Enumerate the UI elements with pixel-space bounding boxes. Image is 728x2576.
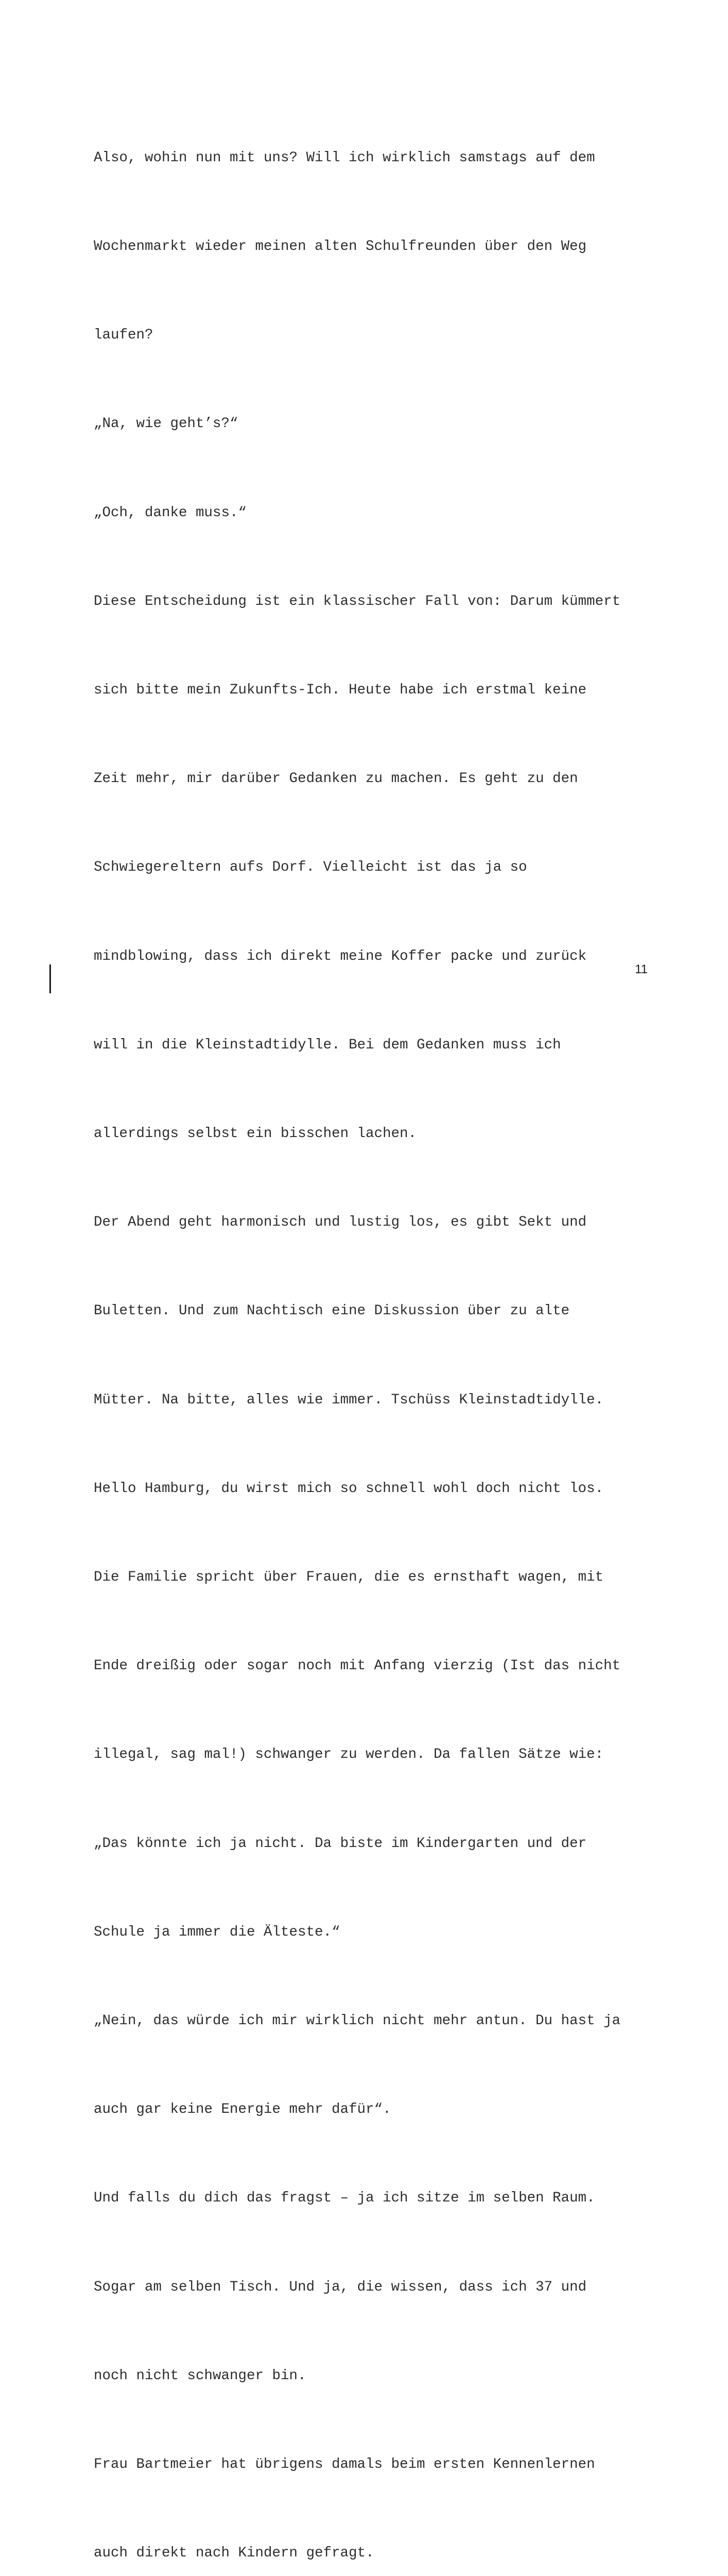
- text-line: Diese Entscheidung ist ein klassischer Fall von: Darum kümmert: [94, 593, 621, 609]
- text-line: auch gar keine Energie mehr dafür“.: [94, 2102, 391, 2118]
- text-line: allerdings selbst ein bisschen lachen.: [94, 1126, 417, 1142]
- page-number: 11: [635, 962, 648, 976]
- text-line: Mütter. Na bitte, alles wie immer. Tschüss Kleinstadtidylle.: [94, 1392, 604, 1408]
- text-line: Schwiegereltern aufs Dorf. Vielleicht ist das ja so: [94, 859, 527, 876]
- text-line: sich bitte mein Zukunfts-Ich. Heute habe ich erstmal keine: [94, 682, 587, 699]
- text-line: will in die Kleinstadtidylle. Bei dem Gedanken muss ich: [94, 1037, 561, 1053]
- text-line: Frau Bartmeier hat übrigens damals beim ersten Kennenlernen: [94, 2456, 595, 2473]
- text-line: Schule ja immer die Älteste.“: [94, 1924, 340, 1940]
- text-line: Der Abend geht harmonisch und lustig los, es gibt Sekt und: [94, 1214, 587, 1231]
- text-line: laufen?: [94, 327, 153, 344]
- change-bar: [49, 964, 51, 993]
- text-line: Hello Hamburg, du wirst mich so schnell wohl doch nicht los.: [94, 1480, 604, 1497]
- text-line: „Na, wie geht’s?“: [94, 416, 238, 432]
- text-line: auch direkt nach Kindern gefragt.: [94, 2545, 374, 2562]
- text-line: Also, wohin nun mit uns? Will ich wirklich samstags auf dem: [94, 149, 595, 166]
- text-line: mindblowing, dass ich direkt meine Koffer packe und zurück: [94, 948, 587, 964]
- text-line: illegal, sag mal!) schwanger zu werden. Da fallen Sätze wie:: [94, 1747, 604, 1763]
- text-line: „Nein, das würde ich mir wirklich nicht mehr antun. Du hast ja: [94, 2013, 621, 2029]
- text-line: Ende dreißig oder sogar noch mit Anfang vierzig (Ist das nicht: [94, 1658, 621, 1674]
- body-text: [94, 84, 665, 2576]
- text-line: Und falls du dich das fragst – ja ich sitze im selben Raum.: [94, 2190, 595, 2207]
- text-line: „Och, danke muss.“: [94, 504, 247, 521]
- text-line: Wochenmarkt wieder meinen alten Schulfreunden über den Weg: [94, 239, 587, 255]
- text-line: Buletten. Und zum Nachtisch eine Diskussion über zu alte: [94, 1303, 570, 1319]
- text-line: Zeit mehr, mir darüber Gedanken zu machen. Es geht zu den: [94, 771, 578, 787]
- text-line: „Das könnte ich ja nicht. Da biste im Kindergarten und der: [94, 1835, 587, 1852]
- text-line: noch nicht schwanger bin.: [94, 2367, 306, 2384]
- text-line: Die Familie spricht über Frauen, die es ernsthaft wagen, mit: [94, 1569, 604, 1586]
- text-line: Sogar am selben Tisch. Und ja, die wissen, dass ich 37 und: [94, 2279, 587, 2295]
